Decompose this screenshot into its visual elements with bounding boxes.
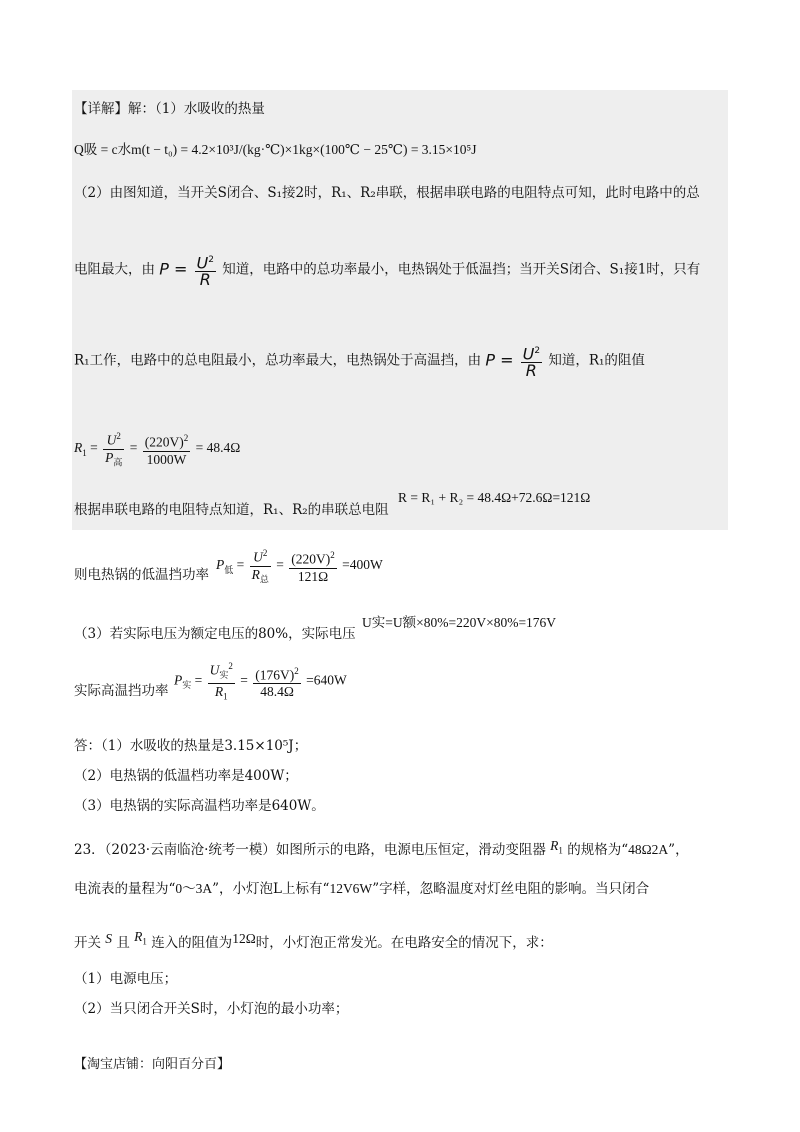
problem-line2-end: ”字样，忽略温度对灯丝电阻的影响。当只闭合 (372, 881, 650, 897)
problem-line3 (74, 927, 553, 953)
answer-2: （2）电热锅的低温档功率是400W； (74, 768, 298, 784)
low-power-formula: $P_低$ = $\frac{U^2}{R_总}$ = $\frac{(220V)^2}{121\Omega}$ =400W (216, 545, 383, 587)
solution-header: 【详解】解：（1）水吸收的热量 (74, 101, 265, 117)
problem-line3-end: 时，小灯泡正常发光。在电路安全的情况下，求： (255, 935, 553, 951)
part2-line1: （2）由图知道，当开关S闭合、S₁接2时，R₁、R₂串联，根据串联电路的电阻特点可知，此时电路中的总 (74, 185, 700, 201)
question-2: （2）当只闭合开关S时，小灯泡的最小功率； (74, 1001, 349, 1017)
lamp-spec: 12V6W (329, 881, 373, 896)
power-formula-1: P = $\frac{U^2}{R}$ (159, 253, 214, 290)
part2-line2-start: 电阻最大，由 (74, 261, 155, 278)
problem-line1-end: ”， (668, 842, 689, 858)
problem-line1-start: 23．（2023·云南临沧·统考一模）如图所示的电路，电源电压恒定，滑动变阻器 (74, 842, 546, 858)
problem-line3-mid: 连入的阻值为 (151, 935, 233, 951)
r1-formula: $R_1$ = $\frac{U^2}{P_高}$ = $\frac{(220V)^2}{1000W}$ = 48.4Ω (74, 428, 240, 470)
problem-line2-mid: ”，小灯泡L上标有“ (212, 881, 330, 897)
problem-line3-and: 且 (116, 935, 130, 951)
series-formula: R = R₁ + R₂ = 48.4Ω+72.6Ω=121Ω (398, 490, 591, 505)
part2-line2-end: 知道，电路中的总功率最小，电热锅处于低温挡；当开关S闭合、S₁接1时，只有 (222, 261, 701, 278)
r1-result: = 48.4Ω (195, 440, 241, 456)
power-formula-2: P = $\frac{U^2}{R}$ (485, 344, 541, 381)
actual-power-result: =640W (306, 672, 347, 688)
answer-3: （3）电热锅的实际高温档功率是640W。 (74, 798, 325, 814)
heat-formula: Q吸 = c水m(t − t₀) = 4.2×10³J/(kg·℃)×1kg×(100℃ − 25℃) = 3.15×10⁵J (74, 142, 477, 157)
part2-line3-end: 知道，R₁的阻值 (548, 352, 645, 369)
part2-line3 (74, 343, 645, 379)
actual-voltage-formula: U实=U额×80%=220V×80%=176V (362, 615, 557, 630)
low-power-text: 则电热锅的低温挡功率 (74, 567, 209, 583)
problem-line2 (74, 879, 649, 899)
answer-1: 答：（1）水吸收的热量是3.15×10⁵J； (74, 738, 308, 754)
switch-s-symbol: S (105, 931, 113, 946)
problem-line1-mid: 的规格为“ (567, 842, 629, 858)
problem-line1 (74, 836, 689, 861)
series-text: 根据串联电路的电阻特点知道，R₁、R₂的串联总电阻 (74, 502, 389, 518)
problem-line2-start: 电流表的量程为“ (74, 881, 176, 897)
question-1: （1）电源电压； (74, 971, 178, 987)
resistance-value: 12Ω (232, 931, 256, 946)
part3-text: （3）若实际电压为额定电压的80%，实际电压 (74, 626, 356, 642)
r1-symbol: $R_1$ (550, 838, 563, 856)
ammeter-range: 0～3A (175, 881, 213, 896)
part2-line2 (74, 252, 700, 288)
low-power-result: =400W (342, 557, 383, 573)
actual-power-formula: $P_实$ = $\frac{U_实^2}{R_1}$ = $\frac{(176V)^2}{48.4\Omega}$ =640W (174, 658, 347, 705)
actual-power-text: 实际高温挡功率 (74, 683, 169, 699)
footer-shop: 【淘宝店铺：向阳百分百】 (74, 1057, 231, 1072)
r1-symbol-2: $R_1$ (134, 929, 147, 947)
part2-line3-start: R₁工作，电路中的总电阻最小，总功率最大，电热锅处于高温挡，由 (74, 352, 482, 369)
spec-r1: 48Ω2A (628, 842, 669, 857)
problem-line3-start: 开关 (74, 935, 101, 951)
